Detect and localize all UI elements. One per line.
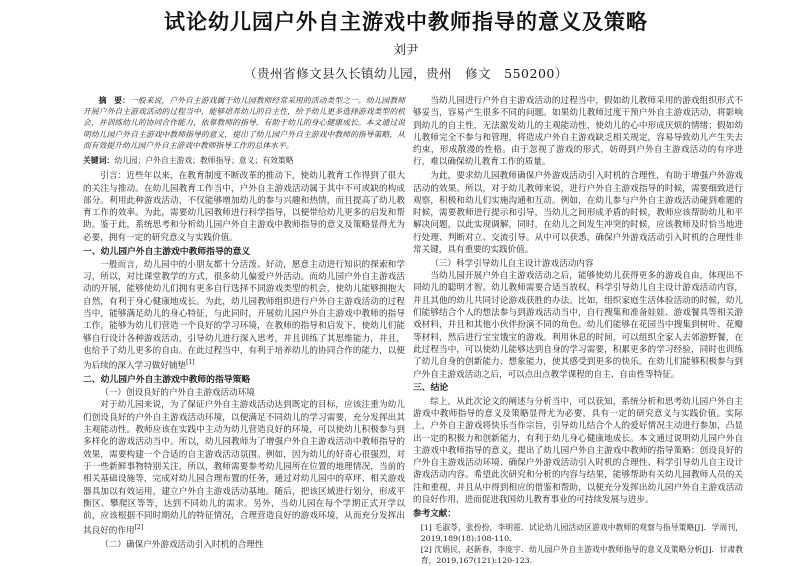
section-heading-1: 一、幼儿园户外自主游戏中教师指导的意义 [83,246,251,257]
section-1-paragraph [83,259,405,373]
reference-item: [2] 沈娟民，赵新春，李庞宇．幼儿园户外自主游戏中教师指导的意义及策略分析[J]．甘肃教育，2019,167(121):120-123. [420,545,743,566]
intro-paragraph: 引言：近些年以来，在教育制度不断改革的推动下，使幼儿教育工作得到了很大的关注与推动。在幼儿园教育工作当中，户外自主游戏活动属于其中不可或缺的构成部分。利用此种游戏活动，不仅能够增加幼儿的参与兴趣和热情，而且提高了幼儿教育工作的效率。为此，需要幼儿园教师进行科学指导，以便带给幼儿更多的启发和帮助。鉴于此，系统思考和分析幼儿园户外自主游戏中教师指导的意义及策略显得尤为必要，拥有一定的研究意义与实践价值。 [83,171,405,243]
subsection-2-1-text: 对于幼儿园来说，为了保证户外自主游戏活动达到既定的目标，应该注重为幼儿们创设良好的户外自主游戏活动环境，以便满足不同幼儿的学习需要，充分发挥出其主观能动性。教师应该在实践中主动为幼儿营造良好的环境，可以使幼儿积极参与到多样化的游戏活动当中。所以，幼儿园教师为了增强户外自主游戏活动中教师指导的效果，需要构建一个合适的自主游戏活动氛围。例如，因为幼儿的好奇心很强烈，对于一些新鲜事物特别关注，所以，教师需要参考幼儿园所在位置的地理情况，当前的相关基础设施等，完成对幼儿园合理布置的任务，通过对幼儿园中的草坪、相关游戏器具加以有效运用，建立户外自主游戏活动基地。随后，把该区域进行划分，形成平衡区、攀爬区等等，达到不同幼儿的需求。另外，当幼儿园在每个学期正式开学以前，应该根据不同时期幼儿的特征情况，合理营造良好的游戏环境，从而充分发挥出其良好的作用 [83,400,405,537]
subsection-2-2-paragraph-2: 为此，要求幼儿园教师确保户外游戏活动引入时机的合理性，有助于增强户外游戏活动的效果。所以，对于幼儿教师来说，进行户外自主游戏指导的时候，需要细致进行观察，积极和幼儿们实施沟通和互动。例如，在幼儿参与户外自主游戏活动碰到难题的时候，需要教师进行提示和引导，当幼儿之间形成矛盾的时候，教师应该帮助幼儿和平解决问题，以此实现调解，同时，在幼儿之间发生冲突的时候，应该教师及时恰当地进行处理、判断对立、交流引导。从中可以获悉，确保户外游戏活动引入时机的合理性非常关键，具有重要的实践价值。 [413,171,743,256]
abstract [83,95,405,151]
citation-2: [2] [134,524,144,532]
subsection-2-1-paragraph [83,399,405,537]
subsection-heading-2-1: （一）创设良好的户外自主游戏活动环境 [100,388,255,399]
subsection-heading-2-3: （三）科学引导幼儿自主设计游戏活动内容 [430,258,594,269]
keywords-text: 幼儿园；户外自主游戏；教师指导；意义；有效策略 [114,156,294,166]
section-heading-3: 三、结论 [413,383,449,394]
subsection-2-2-paragraph-1: 当幼儿园进行户外自主游戏活动的过程当中，假如幼儿教师采用的游戏组织形式不够妥当，容易产生很多不同的问题。如果幼儿教师过度干预户外自主游戏活动，将影响到幼儿的自主性，无法激发幼儿的主观能动性，使幼儿的心中形成厌烦的情绪；假如幼儿教师完全不参与和管理，将造成户外自主游戏缺乏相关规定，容易导致幼儿产生失去约束，形成散漫的性格。由于忽视了游戏的形式，妨碍到户外自主游戏活动的有序进行，难以确保幼儿教育工作的质量。 [413,96,743,168]
conclusion-paragraph: 综上，从此次论文的阐述与分析当中，可以获知，系统分析和思考幼儿园户外自主游戏中教师指导的意义及策略显得尤为必要，具有一定的研究意义与实践价值。实际上，户外自主游戏将快乐当作宗旨，引导幼儿结合个人的爱好情况主动进行参加，凸显出一定的积极力和创新能力，有利于幼儿身心健康地成长。本文通过说明幼儿园户外自主游戏中教师指导的意义，提出了幼儿园户外自主游戏中教师的指导策略：创设良好的户外自主游戏活动环境、确保户外游戏活动引入时机的合理性、科学引导幼儿自主设计游戏活动内容。希望此次研究和分析的内容与结果，能够帮助有关幼儿园教师人员的关注和重视，并且从中得到相应的借鉴和帮助，以便充分发挥出幼儿园户外自主游戏活动的良好作用，进而促进我国幼儿教育事业的可持续发展与进步。 [413,396,743,505]
author-name: 刘尹 [393,42,419,57]
author-affiliation: （贵州省修文县久长镇幼儿园，贵州 修文 550200） [244,66,568,81]
references-heading: 参考文献： [413,509,456,520]
section-heading-2: 二、幼儿园户外自主游戏中教师的指导策略 [83,374,251,385]
abstract-text: 一般来说，户外自主游戏属于幼儿园教师经常采用的活动类型之一。幼儿园教师开展户外自主游戏活动的过程当中，能够培养幼儿的自主性，给予幼儿更多选择游戏类型的机会，并训练幼儿的协同合作能力，依靠教师的指导，有助于幼儿的身心健康成长。本文通过说明幼儿园户外自主游戏中教师指导的意义，提出了幼儿园户外自主游戏中教师的指导策略，从而有效提升幼儿园户外自主游戏中教师指导工作的总体水平。 [83,96,406,150]
paper-title: 试论幼儿园户外自主游戏中教师指导的意义及策略 [164,10,648,34]
citation-1: [1] [186,359,195,367]
left-column [83,95,405,551]
right-column [413,95,743,566]
subsection-2-3-paragraph: 当幼儿园开展户外自主游戏活动之后，能够使幼儿获得更多的游戏自由，体现出不同幼儿的聪明才智。幼儿教师需要合适当放权，科学引导幼儿自主设计游戏活动内容，并且其他的幼儿共同讨论游戏获胜的办法。比如，组织家庭生活体验活动的时候，幼儿们能够结合个人的想法参与到游戏活动当中，自行搜集和准备娃娃、游戏餐具等相关游戏材料，并且和其他小伙伴扮演不同的角色。幼儿们能够在花园当中搜集到树叶、花瓣等材料，然后进行宝宝饿宝的游戏。利用休息的时间，可以组织全家人去郊游野餐，在此过程当中，可以使幼儿能够达到自身的学习需要，积累更多的学习经验，同时也训练了幼儿自身的创新能力、想象能力，使其感受到更多的快乐。在幼儿们能够积极参与到户外自主游戏活动之后，可以点出点教学课程的自主、自由性等特征。 [413,271,743,380]
keywords-label: 关键词： [83,156,115,166]
subsection-heading-2-2: （二）确保户外游戏活动引入时机的合理性 [100,540,264,551]
section-1-text: 一般而言，幼儿园中的小朋友都十分活泼、好动，愿意主动进行知识的探索和学习，所以，对比课堂教学的方式，很多幼儿偏爱户外活动。而幼儿园户外自主游戏活动的开展，能够使幼儿们拥有更多自行选择不同游戏类型的机会，使幼儿能够拥抱大自然，有利于身心健康地成长。为此，幼儿园教师组织进行户外自主游戏活动的过程当中，能够满足幼儿的身心特征，与此同时，开展幼儿园户外自主游戏中教师的指导工作，能够为幼儿们营造一个良好的学习环境，在教师的指导和启发下，使幼儿们能够自行设计各种游戏活动，引导幼儿进行深入思考，并且训练了其思维能力，并且，也给予了幼儿更多的自由。在此过程当中，有利于培养幼儿的协同合作的能力，以便为后续的深入学习做好铺垫 [83,259,405,372]
abstract-label: 摘 要： [98,96,131,105]
keywords [83,155,405,166]
reference-item: [1] 毛淑苓，张扮扮，李明霓．试论幼儿园活动区游戏中教师的观察与指导策略[J]．学周刊，2019,189(18):108-110. [420,523,743,544]
